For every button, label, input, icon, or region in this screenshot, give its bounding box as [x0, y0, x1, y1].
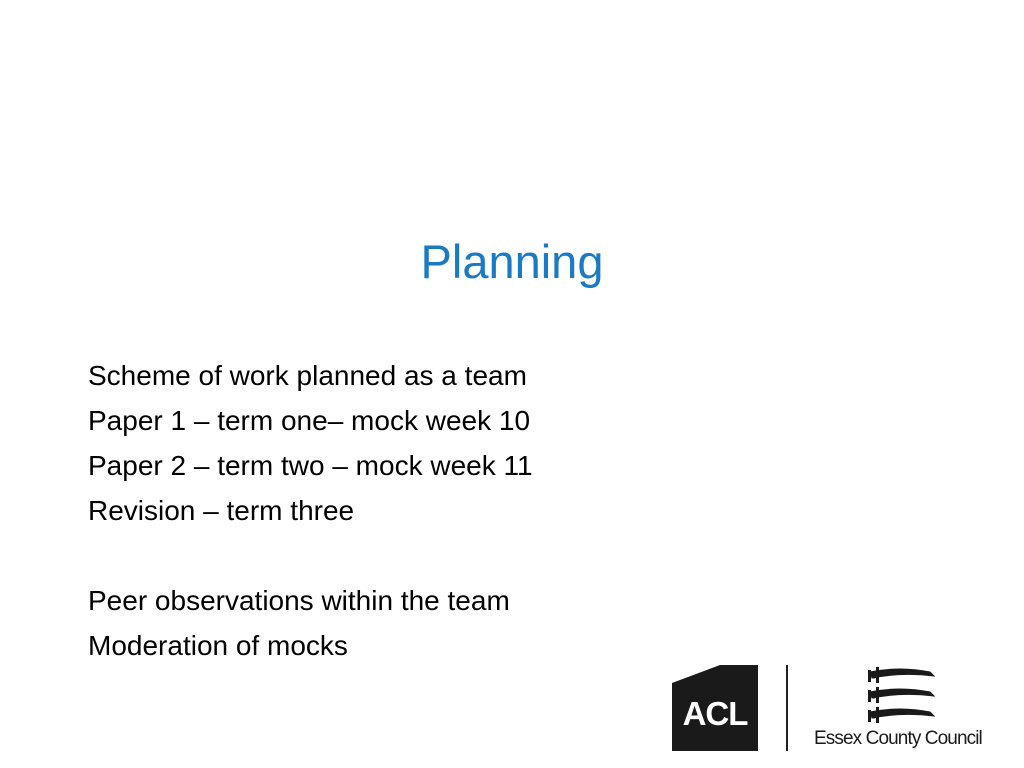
essex-county-council-logo [814, 664, 994, 754]
essex-county-council-name: Essex County Council [814, 728, 982, 749]
body-line-moderation: Moderation of mocks [88, 630, 348, 661]
body-line-paper-1: Paper 1 – term one– mock week 10 [88, 405, 531, 436]
acl-logo-icon [672, 665, 758, 751]
body-spacer [88, 533, 533, 578]
slide-body [88, 353, 533, 668]
slide-title: Planning [420, 235, 604, 288]
body-line-revision: Revision – term three [88, 495, 355, 526]
body-line-paper-2: Paper 2 – term two – mock week 11 [88, 450, 533, 481]
seaxes-crest-icon [864, 664, 940, 724]
body-line-peer-observations: Peer observations within the team [88, 585, 510, 616]
logo-divider [786, 665, 788, 751]
body-line-scheme: Scheme of work planned as a team [88, 360, 527, 391]
svg-text:ACL: ACL [682, 695, 748, 732]
